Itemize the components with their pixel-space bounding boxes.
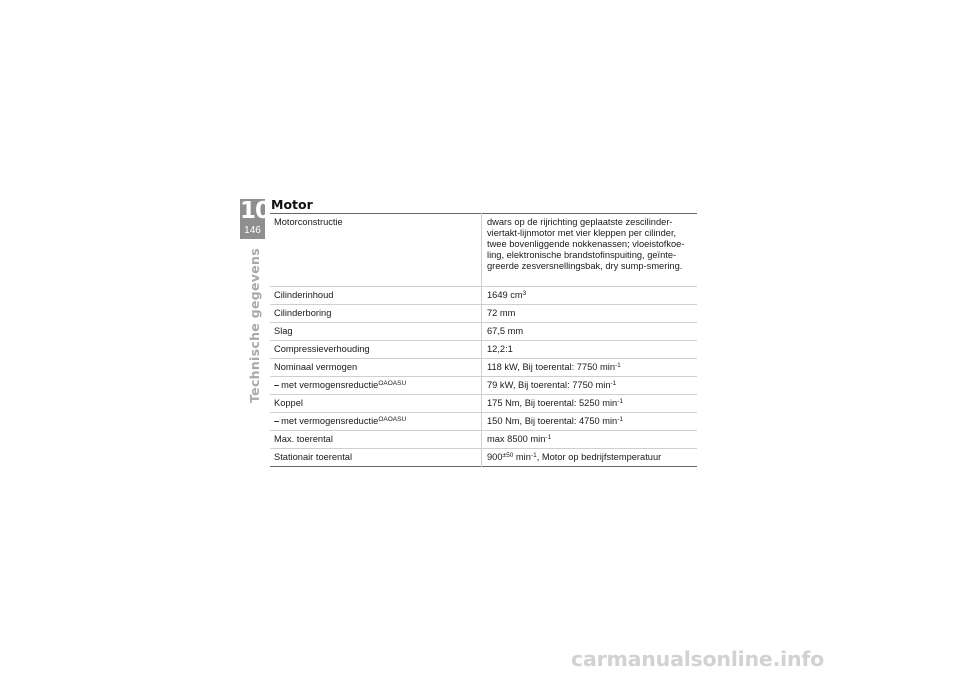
row-label: – met vermogensreductie$^{OAOASU}$ <box>270 377 482 395</box>
table-row <box>270 413 697 431</box>
row-value: 79 kW, Bij toerental: 7750 $\min^{-1}$ <box>482 377 698 395</box>
row-value: $900^{\pm 50}$ $\min^{-1}$, Motor op bedrijfstemperatuur <box>487 452 662 462</box>
row-value: 67,5 mm <box>482 323 698 341</box>
table-row <box>270 305 697 323</box>
row-label: – met vermogensreductie$^{OAOASU}$ <box>270 413 482 431</box>
row-label: Stationair toerental <box>270 449 482 467</box>
row-value: max 8500 $\min^{-1}$ <box>482 431 698 449</box>
dash-bullet: – <box>274 416 280 426</box>
row-label: Slag <box>270 323 482 341</box>
row-value: dwars op de rijrichting geplaatste zescilinder-viertakt-lijnmotor met vier kleppen per cilinder, twee bovenliggende nokkenassen; vloeistofkoe-ling, elektronische brandstofinspuiting, geïnte-greerde zesversnellingsbak, dry sump-smering. <box>482 214 698 287</box>
row-label: Cilinderinhoud <box>270 287 482 305</box>
table-row <box>270 359 697 377</box>
row-label: Cilinderboring <box>270 305 482 323</box>
table-row <box>270 431 697 449</box>
dash-bullet: – <box>274 380 280 390</box>
table-row <box>270 449 697 467</box>
table-row <box>270 377 697 395</box>
table-row <box>270 395 697 413</box>
row-value: 12,2:1 <box>482 341 698 359</box>
section-title: Motor <box>271 197 313 212</box>
page-number: 146 <box>244 225 261 236</box>
chapter-side-label: Technische gegevens <box>247 248 262 403</box>
row-label: Nominaal vermogen <box>270 359 482 377</box>
watermark: carmanualsonline.info <box>571 647 824 671</box>
table-row <box>270 341 697 359</box>
chapter-number: 10 <box>240 198 271 224</box>
row-value: 175 Nm, Bij toerental: 5250 $\min^{-1}$ <box>482 395 698 413</box>
row-label: Motorconstructie <box>270 214 482 287</box>
table-row <box>270 214 697 287</box>
row-value: 72 mm <box>482 305 698 323</box>
row-label: Compressieverhouding <box>270 341 482 359</box>
row-value: 150 Nm, Bij toerental: 4750 $\min^{-1}$ <box>482 413 698 431</box>
chapter-badge <box>240 198 271 239</box>
row-label: Max. toerental <box>270 431 482 449</box>
spec-table <box>270 213 697 467</box>
row-label: Koppel <box>270 395 482 413</box>
table-row <box>270 323 697 341</box>
row-value: 118 kW, Bij toerental: 7750 $\min^{-1}$ <box>482 359 698 377</box>
table-row <box>270 287 697 305</box>
row-value: 1649 $cm^3$ <box>482 287 698 305</box>
